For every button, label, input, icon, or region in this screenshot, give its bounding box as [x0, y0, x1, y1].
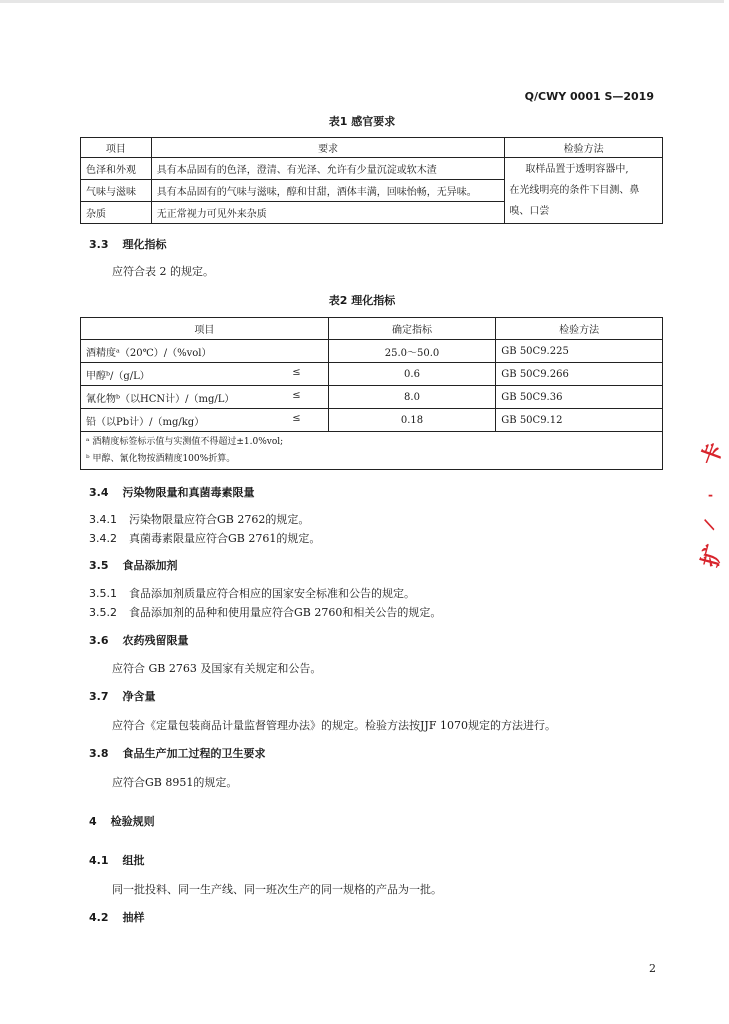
section-3-4-heading: 3.4 污染物限量和真菌毒素限量 [89, 486, 255, 499]
section-3-5-heading: 3.5 食品添加剂 [89, 559, 178, 572]
table1-row-item: 气味与滋味 [81, 180, 152, 202]
section-title: 理化指标 [122, 238, 167, 251]
table1-row-item: 杂质 [81, 202, 152, 224]
table2-row-method: GB 50C9.36 [496, 386, 663, 409]
table1-method-line: 在光线明亮的条件下目测、鼻 [509, 185, 640, 196]
table2-header-value: 确定指标 [328, 318, 496, 340]
table2-row-value: 0.6 [328, 363, 496, 386]
section-3-7-body: 应符合《定量包装商品计量监督管理办法》的规定。检验方法按JJF 1070规定的方法进行。 [112, 719, 556, 732]
section-3-6-body: 应符合 GB 2763 及国家有关规定和公告。 [112, 662, 322, 675]
section-3-7-heading: 3.7 净含量 [89, 690, 156, 703]
clause-3-4-1: 3.4.1 污染物限量应符合GB 2762的规定。 [89, 513, 310, 526]
table1-row-requirement: 具有本品固有的色泽，澄清、有光泽、允许有少量沉淀或软木渣 [151, 158, 505, 180]
table2-note: ᵃ 酒精度标签标示值与实测值不得超过±1.0%vol; [86, 436, 284, 447]
clause-3-4-2: 3.4.2 真菌毒素限量应符合GB 2761的规定。 [89, 532, 321, 545]
table1-row-item: 色泽和外观 [81, 158, 152, 180]
section-3-8-body: 应符合GB 8951的规定。 [112, 776, 238, 789]
table2-header-method: 检验方法 [496, 318, 663, 340]
table2-row-item: 甲醇ᵇ/（g/L） ≤ [81, 363, 329, 386]
table1-row-requirement: 无正常视力可见外来杂质 [151, 202, 505, 224]
section-4-1-body: 同一批投料、同一生产线、同一班次生产的同一规格的产品为一批。 [112, 883, 442, 896]
table2-row-item: 酒精度ᵃ（20℃）/（%vol） [81, 340, 329, 363]
table2-row-item: 铅（以Pb计）/（mg/kg） ≤ [81, 409, 329, 432]
table2-note: ᵇ 甲醇、氰化物按酒精度100%折算。 [86, 453, 236, 464]
clause-3-5-2: 3.5.2 食品添加剂的品种和使用量应符合GB 2760和相关公告的规定。 [89, 606, 442, 619]
section-4-heading: 4 检验规则 [89, 815, 155, 828]
table1-header-method: 检验方法 [505, 138, 663, 158]
section-3-3-heading [89, 236, 167, 252]
table2-row-value: 8.0 [328, 386, 496, 409]
red-seal-stamp-fragment: 扩 [698, 542, 728, 570]
table2-physicochemical [80, 317, 663, 470]
operator-symbol: ≤ [292, 412, 301, 424]
table1-method-line: 取样品置于透明容器中, [525, 164, 629, 175]
scan-top-edge [0, 0, 724, 3]
red-seal-stamp-fragment: / [699, 517, 719, 532]
table2-row-value: 0.18 [328, 409, 496, 432]
table1-method-line: 嗅、口尝 [509, 206, 550, 217]
table1-row-requirement: 具有本品固有的气味与滋味，醇和甘甜，酒体丰满，回味怡畅，无异味。 [151, 180, 505, 202]
table1-method-cell [505, 158, 663, 224]
table1-sensory [80, 137, 663, 224]
red-seal-stamp-fragment: - [708, 488, 713, 502]
table2-row-method: GB 50C9.266 [496, 363, 663, 386]
table2-caption: 表2 理化指标 [328, 294, 396, 307]
table1-header-requirement: 要求 [151, 138, 505, 158]
section-3-6-heading: 3.6 农药残留限量 [89, 634, 189, 647]
table2-row-method: GB 50C9.225 [496, 340, 663, 363]
operator-symbol: ≤ [292, 366, 301, 378]
section-4-2-heading: 4.2 抽样 [89, 911, 145, 924]
table2-row-item: 氰化物ᵇ（以HCN计）/（mg/L） ≤ [81, 386, 329, 409]
table2-header-item: 项目 [81, 318, 329, 340]
table1-caption: 表1 感官要求 [328, 115, 396, 128]
table1-header-item: 项目 [81, 138, 152, 158]
red-seal-stamp-fragment: 卡 [697, 439, 729, 469]
clause-3-5-1: 3.5.1 食品添加剂质量应符合相应的国家安全标准和公告的规定。 [89, 587, 415, 600]
page-number: 2 [649, 962, 656, 975]
table2-notes [81, 432, 663, 470]
section-4-1-heading: 4.1 组批 [89, 854, 145, 867]
table2-row-method: GB 50C9.12 [496, 409, 663, 432]
section-number: 3.3 [89, 238, 109, 251]
section-3-8-heading: 3.8 食品生产加工过程的卫生要求 [89, 747, 266, 760]
standard-code: Q/CWY 0001 S—2019 [524, 90, 654, 103]
operator-symbol: ≤ [292, 389, 301, 401]
section-3-3-body: 应符合表 2 的规定。 [112, 265, 214, 278]
table2-row-value: 25.0～50.0 [328, 340, 496, 363]
